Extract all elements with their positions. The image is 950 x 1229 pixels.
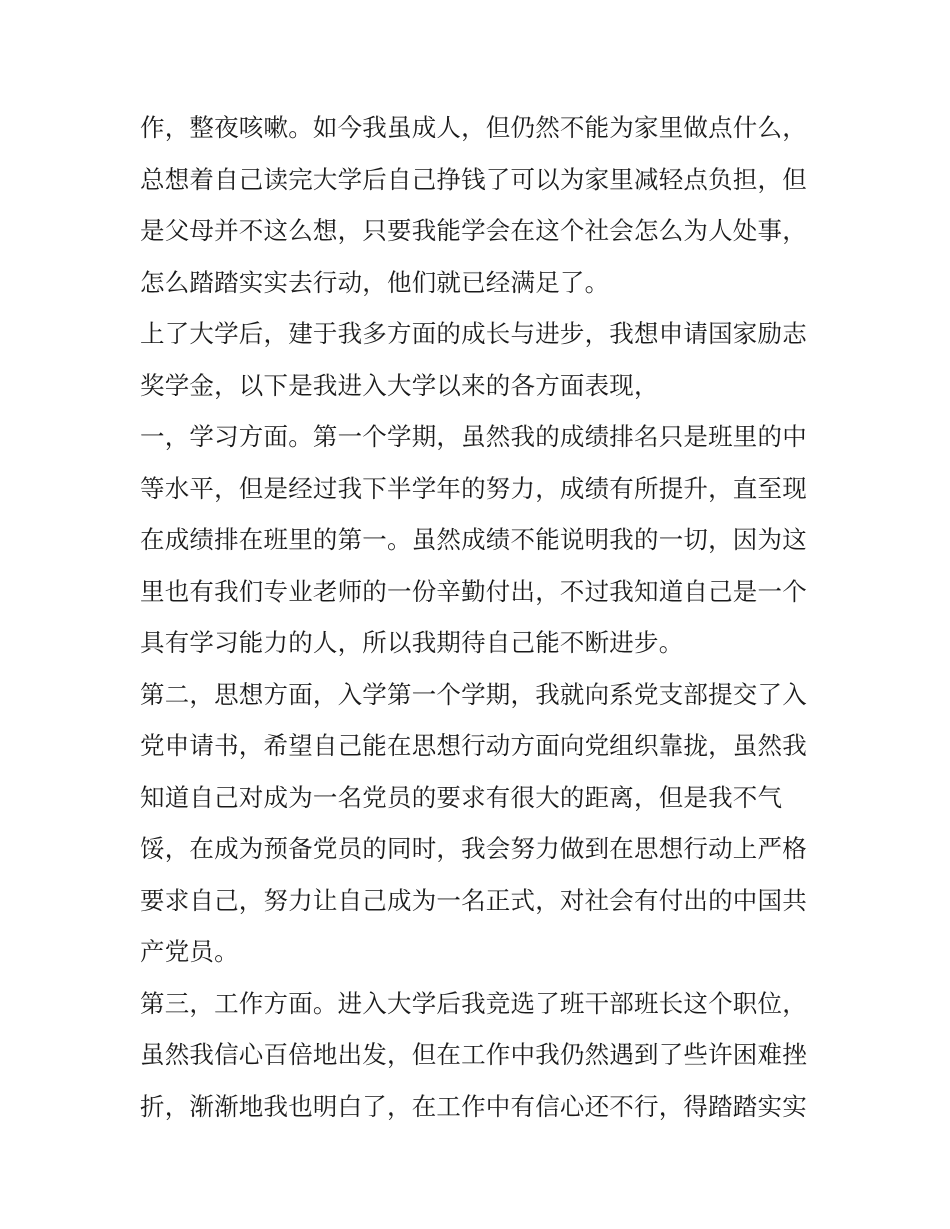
text-line: 怎么踏踏实实去行动，他们就已经满足了。: [140, 267, 610, 297]
document-body: [140, 102, 820, 1132]
text-line: 一，学习方面。第一个学期，虽然我的成绩排名只是班里的中: [140, 422, 807, 451]
text-line: 折，渐渐地我也明白了，在工作中有信心还不行，得踏踏实实: [140, 1091, 807, 1121]
text-line: 馁，在成为预备党员的同时，我会努力做到在思想行动上严格: [140, 834, 807, 863]
text-line: 具有学习能力的人，所以我期待自己能不断进步。: [140, 628, 684, 657]
text-line: 在成绩排在班里的第一。虽然成绩不能说明我的一切，因为这: [140, 525, 807, 554]
text-line: 是父母并不这么想，只要我能学会在这个社会怎么为人处事，: [140, 216, 807, 245]
text-line: 要求自己，努力让自己成为一名正式，对社会有付出的中国共: [140, 885, 807, 915]
text-line: 产党员。: [140, 937, 239, 966]
text-line: 虽然我信心百倍地出发，但在工作中我仍然遇到了些许困难挫: [140, 1040, 807, 1069]
text-line: 上了大学后，建于我多方面的成长与进步，我想申请国家励志: [140, 319, 807, 348]
text-line: 里也有我们专业老师的一份辛勤付出，不过我知道自己是一个: [140, 576, 807, 606]
text-line: 党申请书，希望自己能在思想行动方面向党组织靠拢，虽然我: [140, 731, 807, 760]
text-line: 知道自己对成为一名党员的要求有很大的距离，但是我不气: [140, 782, 783, 812]
text-line: 第三，工作方面。进入大学后我竞选了班干部班长这个职位，: [140, 988, 807, 1018]
text-line: 奖学金，以下是我进入大学以来的各方面表现，: [140, 370, 659, 400]
text-line: 作，整夜咳嗽。如今我虽成人，但仍然不能为家里做点什么，: [140, 113, 807, 142]
text-line: 第二，思想方面，入学第一个学期，我就向系党支部提交了入: [140, 679, 807, 709]
text-line: 总想着自己读完大学后自己挣钱了可以为家里减轻点负担，但: [140, 164, 807, 194]
text-line: 等水平，但是经过我下半学年的努力，成绩有所提升，直至现: [140, 473, 807, 503]
